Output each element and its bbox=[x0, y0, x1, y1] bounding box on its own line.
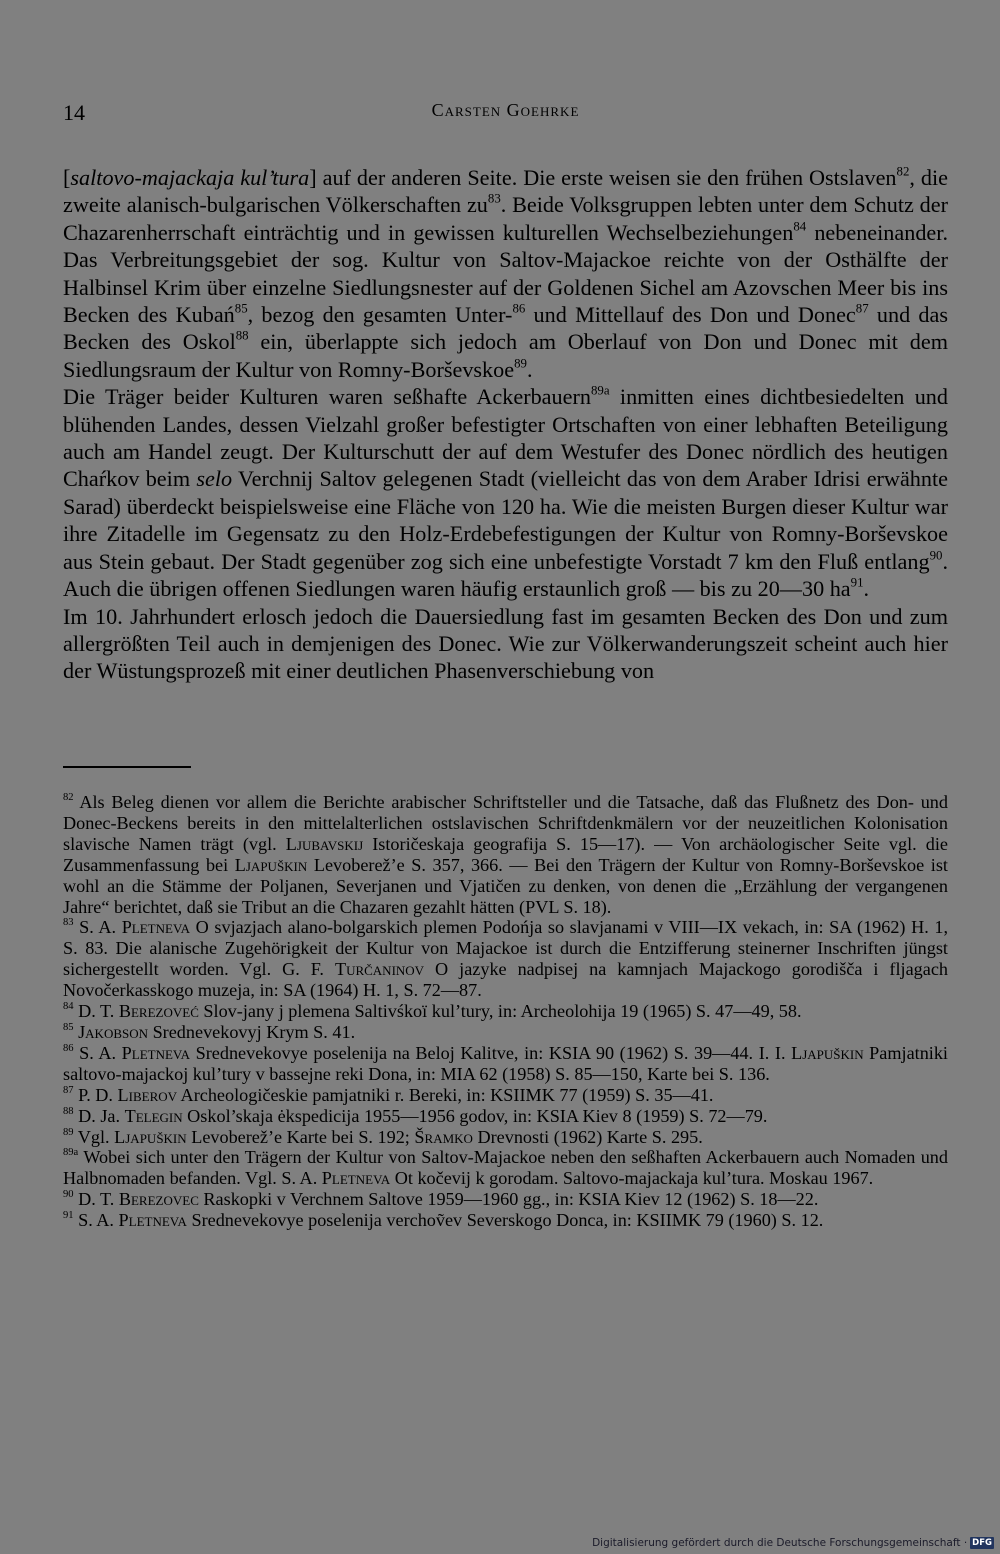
text-run: Levoberež’e Karte bei S. 192; bbox=[186, 1126, 415, 1147]
footnote-ref-86[interactable]: 86 bbox=[512, 301, 526, 316]
footnote-86 bbox=[63, 1043, 948, 1085]
author-name: Šramko bbox=[414, 1126, 473, 1147]
footnote-ref-83[interactable]: 83 bbox=[487, 191, 501, 206]
footnote-number: 84 bbox=[63, 1001, 74, 1013]
text-run: . bbox=[526, 356, 533, 382]
footnote-ref-82[interactable]: 82 bbox=[896, 164, 910, 179]
text-run: Als Beleg dienen vor allem die Berichte arabischer Schriftsteller und die Tatsache, daß das Flußnetz des Don- und Donec-Beckens bereits in den mittelalterlichen ostslavischen Schriftdenkmälern vor der neuzeitlichen Kolonisation slavische Namen trägt (vgl. bbox=[63, 792, 948, 854]
text-run: . Beide Volksgruppen lebten unter dem Schutz der Chazarenherrschaft einträchtig und in gewissen kulturellen Wechselbeziehungen bbox=[63, 192, 948, 245]
page-header bbox=[63, 100, 948, 136]
text-run: S. A. bbox=[73, 1042, 122, 1063]
author-name: Pletneva bbox=[121, 1042, 191, 1063]
text-run: D. T. bbox=[73, 1001, 119, 1022]
text-run: Ot kočevij k gorodam. Saltovo-majackaja kul’tura. Moskau 1967. bbox=[390, 1168, 874, 1189]
footnote-number: 91 bbox=[63, 1210, 74, 1222]
footnote-83 bbox=[63, 917, 948, 1001]
author-name: Ljapuškin bbox=[791, 1042, 864, 1063]
text-run: Oskol’skaja ėkspedicija 1955—1956 godov, in: KSIA Kiev 8 (1959) S. 72—79. bbox=[182, 1105, 768, 1126]
author-name: Telegin bbox=[124, 1105, 183, 1126]
text-run: D. Ja. bbox=[73, 1105, 125, 1126]
footnote-number: 89 bbox=[63, 1126, 74, 1138]
footnote-separator bbox=[63, 766, 191, 768]
footnote-90 bbox=[63, 1189, 948, 1210]
text-run: Drevnosti (1962) Karte S. 295. bbox=[472, 1126, 703, 1147]
main-text bbox=[63, 164, 948, 685]
text-run: Srednevekovye poselenija na Beloj Kalitve, in: KSIA 90 (1962) S. 39—44. I. I. bbox=[190, 1042, 792, 1063]
footnote-ref-85[interactable]: 85 bbox=[234, 301, 248, 316]
author-name: Pletneva bbox=[321, 1168, 391, 1189]
text-run: Srednevekovye poselenija verchoṽev Severskogo Donca, in: KSIIMK 79 (1960) S. 12. bbox=[186, 1210, 824, 1231]
footnote-number: 88 bbox=[63, 1105, 74, 1117]
author-name: Berezovec bbox=[118, 1189, 199, 1210]
footnote-ref-89a[interactable]: 89a bbox=[590, 383, 610, 398]
text-run: ] auf der anderen Seite. Die erste weisen sie den frühen Ostslaven bbox=[309, 165, 897, 190]
text-run: Archeologičeskie pamjatniki r. Bereki, in: KSIIMK 77 (1959) S. 35—41. bbox=[177, 1084, 714, 1105]
footnote-number: 90 bbox=[63, 1189, 74, 1201]
author-name: Ljapuškin bbox=[114, 1126, 187, 1147]
footnote-ref-89[interactable]: 89 bbox=[514, 356, 527, 371]
text-run: D. T. bbox=[73, 1189, 119, 1210]
footnote-84 bbox=[63, 1001, 948, 1022]
author-name: Liberov bbox=[117, 1084, 178, 1105]
footnote-85 bbox=[63, 1022, 948, 1043]
text-run: O jazyke nadpisej na kamnjach Majackogo gorodišča i fljagach Novočerkasskogo muzeja, in: SA (1964) H. 1, S. 72—87. bbox=[63, 959, 948, 1001]
author-name: Pletneva bbox=[118, 1210, 187, 1231]
dfg-logo-icon: DFG bbox=[972, 1538, 992, 1548]
italic-term: selo bbox=[196, 466, 233, 492]
text-run: Die Träger beider Kulturen waren seßhafte Ackerbauern bbox=[63, 384, 591, 410]
text-run: und Mittellauf des Don und Donec bbox=[525, 302, 856, 328]
author-name: Jakobson bbox=[78, 1021, 149, 1042]
text-run: Pamjatniki saltovo-majackoj kul’tury v bassejne reki Dona, in: MIA 62 (1958) S. 85—150, Karte bei S. 136. bbox=[63, 1042, 948, 1084]
text-run: P. D. bbox=[73, 1084, 118, 1105]
text-run: Raskopki v Verchnem Saltove 1959—1960 gg., in: KSIA Kiev 12 (1962) S. 18—22. bbox=[198, 1189, 819, 1210]
text-run: Istoričeskaja geografija S. 15—17). — Von archäologischer Seite vgl. die Zusammenfassung bei bbox=[63, 833, 948, 875]
footnote-ref-84[interactable]: 84 bbox=[793, 219, 807, 234]
text-run: Levoberež’e S. 357, 366. — Bei den Trägern der Kultur von Romny-Borševskoe ist wohl an die Stämme der Poljanen, Severjanen und Vjatičen zu denken, von denen die „Erzählung der vergangenen Jahre“ berichtet, daß sie Tribut an die Chazaren gezahlt hätten (PVL S. 18). bbox=[63, 854, 948, 917]
credit-text: Digitalisierung gefördert durch die Deutsche Forschungsgemeinschaft · bbox=[592, 1537, 968, 1549]
text-run: . bbox=[863, 576, 870, 602]
paragraph-1 bbox=[63, 164, 948, 383]
text-run: Slov-jany j plemena Saltivśkoï kul’tury, in: Archeolohija 19 (1965) S. 47—49, 58. bbox=[198, 1001, 802, 1022]
text-run: . Auch die übrigen offenen Siedlungen waren häufig erstaunlich groß — bis zu 20—30 ha bbox=[63, 548, 948, 602]
footnotes bbox=[63, 792, 948, 1231]
footnote-89 bbox=[63, 1127, 948, 1148]
footnote-number: 89a bbox=[63, 1147, 79, 1159]
text-run: Verchnij Saltov gelegenen Stadt (vielleicht das von dem Araber Idrisi erwähnte Sarad) überdeckt beispielsweise eine Fläche von 120 ha. Wie die meisten Burgen dieser Kultur war ihre Zitadelle im Gegensatz zu den Holz-Erdebefestigungen der Kultur von Romny-Borševskoe aus Stein gebaut. Der Stadt gegenüber zog sich eine unbefestigte Vorstadt 7 km den Fluß entlang bbox=[63, 466, 948, 574]
text-run: nebeneinander. Das Verbreitungsgebiet der sog. Kultur von Saltov-Majackoe reichte von der Osthälfte der Halbinsel Krim über einzelne Siedlungsnester auf der Goldenen Sichel am Azovschen Meer bis ins Becken des Kubań bbox=[63, 219, 948, 328]
text-run: inmitten eines dichtbesiedelten und blühenden Landes, dessen Vielzahl großer befestigter Ortschaften von einer lebhaften Beteiligung auch am Handel zeugt. Der Kulturschutt der auf dem Westufer des Donec nördlich des heutigen Chaŕkov beim bbox=[63, 384, 948, 492]
page-number: 14 bbox=[63, 100, 85, 125]
footnote-ref-88[interactable]: 88 bbox=[235, 328, 249, 343]
footnote-ref-91[interactable]: 91 bbox=[850, 575, 864, 590]
author-name: Turčaninov bbox=[334, 959, 425, 980]
text-run: O svjazjach alano-bolgarskich plemen Podońja so slavjanami v VIII—IX vekach, in: SA (1962) H. 1, S. 83. Die alanische Zugehörigkeit der Kultur von Majackoe ist durch die Entzifferung steinerner Inschriften jüngst sichergestellt worden. Vgl. G. F. bbox=[63, 917, 948, 980]
text-run: Wobei sich unter den Trägern der Kultur von Saltov-Majackoe neben den seßhaften Ackerbauern auch Nomaden und Halbnomaden befanden. Vgl. S. A. bbox=[63, 1147, 948, 1189]
italic-term: saltovo-majackaja kul’tura bbox=[70, 165, 310, 190]
digitization-credit bbox=[592, 1536, 994, 1550]
paragraph-2 bbox=[63, 383, 948, 602]
footnote-88 bbox=[63, 1106, 948, 1127]
text-run: [ bbox=[63, 165, 71, 190]
footnote-91 bbox=[63, 1210, 948, 1231]
author-name: Ljapuškin bbox=[234, 854, 308, 875]
footnote-ref-90[interactable]: 90 bbox=[929, 548, 943, 563]
text-run: ein, überlappte sich jedoch am Oberlauf von Don und Donec mit dem Siedlungsraum der Kultur von Romny-Borševskoe bbox=[63, 329, 948, 382]
paragraph-3: Im 10. Jahrhundert erlosch jedoch die Dauersiedlung fast im gesamten Becken des Don und zum allergrößten Teil auch in demjenigen des Donec. Wie zur Völkerwanderungszeit scheint auch hier der Wüstungsprozeß mit einer deutlichen Phasenverschiebung von bbox=[63, 603, 948, 684]
text-run: Srednevekovyj Krym S. 41. bbox=[148, 1021, 356, 1042]
footnote-89a bbox=[63, 1147, 948, 1189]
running-head: Carsten Goehrke bbox=[431, 100, 580, 120]
text-run: , bezog den gesamten Unter- bbox=[247, 302, 513, 328]
footnote-number: 82 bbox=[63, 792, 74, 804]
text-run: und das Becken des Oskol bbox=[63, 302, 948, 355]
footnote-number: 86 bbox=[63, 1042, 74, 1054]
author-name: Berezoveć bbox=[118, 1001, 199, 1022]
text-run: S. A. bbox=[73, 1210, 119, 1231]
footnote-number: 83 bbox=[63, 917, 74, 929]
footnote-82 bbox=[63, 792, 948, 917]
footnote-ref-87[interactable]: 87 bbox=[855, 301, 869, 316]
text-run: S. A. bbox=[73, 917, 122, 938]
text-run: , die zweite alanisch-bulgarischen Völkerschaften zu bbox=[63, 165, 948, 218]
footnote-87 bbox=[63, 1085, 948, 1106]
text-run: Vgl. bbox=[73, 1126, 115, 1147]
author-name: Pletneva bbox=[121, 917, 191, 938]
footnote-number: 87 bbox=[63, 1084, 74, 1096]
author-name: Ljubavskij bbox=[285, 833, 364, 854]
footnote-number: 85 bbox=[63, 1022, 74, 1034]
